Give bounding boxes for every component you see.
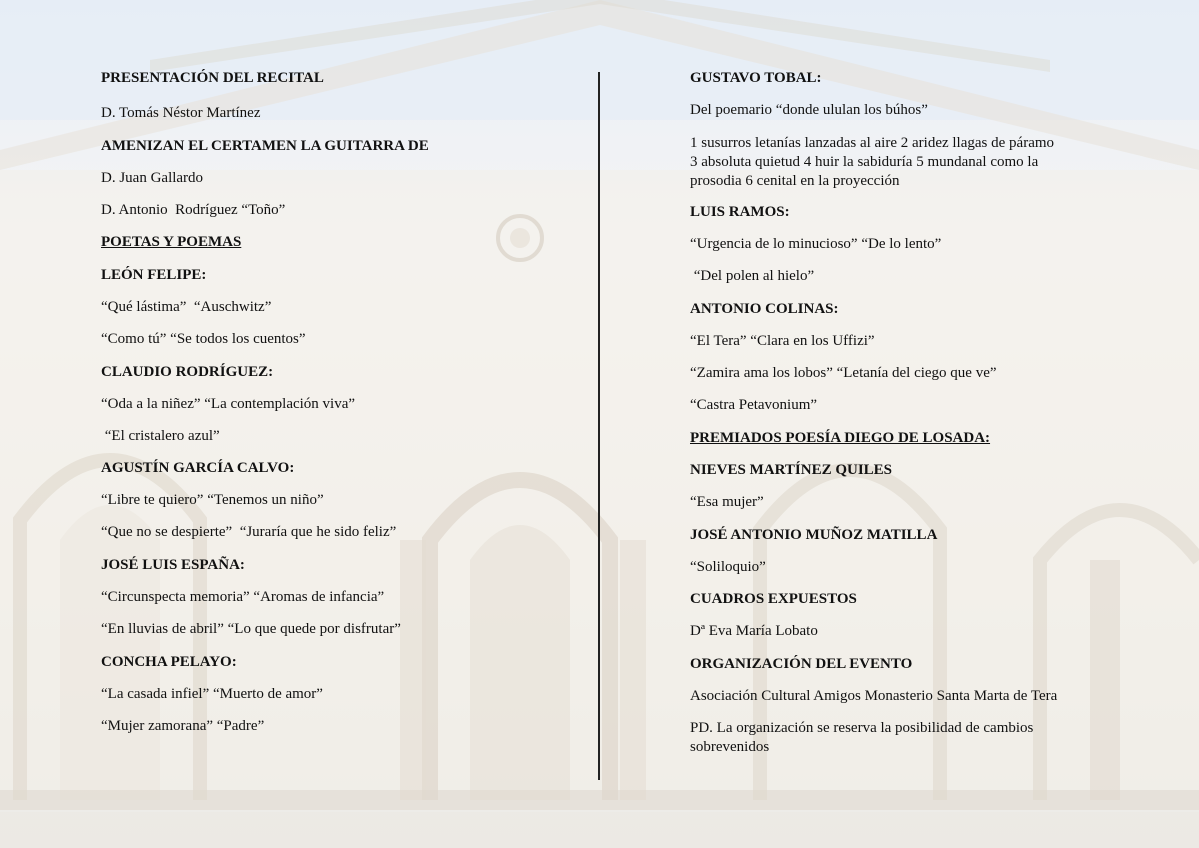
awards-heading: PREMIADOS POESÍA DIEGO DE LOSADA: <box>690 430 991 446</box>
poet-luis-ramos: LUIS RAMOS: <box>690 204 790 220</box>
poem-list-line: “Libre te quiero” “Tenemos un niño” <box>101 492 324 508</box>
right-column <box>690 0 1090 848</box>
award-winner-2: JOSÉ ANTONIO MUÑOZ MATILLA <box>690 527 938 543</box>
poem-list-line: “Oda a la niñez” “La contemplación viva” <box>101 396 356 412</box>
poet-leon-felipe: LEÓN FELIPE: <box>101 267 207 283</box>
column-divider <box>598 72 600 780</box>
footnote-line-2: sobrevenidos <box>690 739 770 755</box>
poem-collection-title: Del poemario “donde ululan los búhos” <box>690 102 928 118</box>
poets-heading: POETAS Y POEMAS <box>101 234 242 250</box>
organizer-name: Asociación Cultural Amigos Monasterio Santa Marta de Tera <box>690 688 1058 704</box>
poem-list-line: “Circunspecta memoria” “Aromas de infancia” <box>101 589 385 605</box>
poem-list-line: “La casada infiel” “Muerto de amor” <box>101 686 323 702</box>
poem-list-line: “Qué lástima” “Auschwitz” <box>101 299 272 315</box>
poem-list-line: “Del polen al hielo” <box>690 268 815 284</box>
poem-list-line: “Urgencia de lo minucioso” “De lo lento” <box>690 236 942 252</box>
award-poem-1: “Esa mujer” <box>690 494 764 510</box>
painter-name: Dª Eva María Lobato <box>690 623 818 639</box>
presenter-name: D. Tomás Néstor Martínez <box>101 105 261 121</box>
poet-claudio-rodriguez: CLAUDIO RODRÍGUEZ: <box>101 364 274 380</box>
guitarist-1: D. Juan Gallardo <box>101 170 204 186</box>
poem-list-line: “Zamira ama los lobos” “Letanía del ciego que ve” <box>690 365 997 381</box>
poem-list-line: 3 absoluta quietud 4 huir la sabiduría 5 mundanal como la <box>690 154 1039 170</box>
guitar-heading: AMENIZAN EL CERTAMEN LA GUITARRA DE <box>101 138 429 154</box>
poem-list-line: “Como tú” “Se todos los cuentos” <box>101 331 306 347</box>
poet-antonio-colinas: ANTONIO COLINAS: <box>690 301 839 317</box>
poet-jose-luis-espana: JOSÉ LUIS ESPAÑA: <box>101 557 245 573</box>
award-winner-1: NIEVES MARTÍNEZ QUILES <box>690 462 893 478</box>
presentation-heading: PRESENTACIÓN DEL RECITAL <box>101 70 324 86</box>
guitarist-2: D. Antonio Rodríguez “Toño” <box>101 202 286 218</box>
left-column <box>101 0 581 848</box>
poem-list-line: “Mujer zamorana” “Padre” <box>101 718 265 734</box>
poem-list-line: “Que no se despierte” “Juraría que he sido feliz” <box>101 524 397 540</box>
poem-list-line: “El cristalero azul” <box>101 428 220 444</box>
award-poem-2: “Soliloquio” <box>690 559 766 575</box>
organization-heading: ORGANIZACIÓN DEL EVENTO <box>690 656 913 672</box>
poem-list-line: 1 susurros letanías lanzadas al aire 2 aridez llagas de páramo <box>690 135 1055 151</box>
poet-concha-pelayo: CONCHA PELAYO: <box>101 654 237 670</box>
poem-list-line: “El Tera” “Clara en los Uffizi” <box>690 333 875 349</box>
poem-list-line: “En lluvias de abril” “Lo que quede por disfrutar” <box>101 621 401 637</box>
poem-list-line: “Castra Petavonium” <box>690 397 818 413</box>
poet-agustin-garcia-calvo: AGUSTÍN GARCÍA CALVO: <box>101 460 295 476</box>
poem-list-line: prosodia 6 cenital en la proyección <box>690 173 900 189</box>
poet-gustavo-tobal: GUSTAVO TOBAL: <box>690 70 822 86</box>
paintings-heading: CUADROS EXPUESTOS <box>690 591 857 607</box>
footnote-line-1: PD. La organización se reserva la posibilidad de cambios <box>690 720 1034 736</box>
